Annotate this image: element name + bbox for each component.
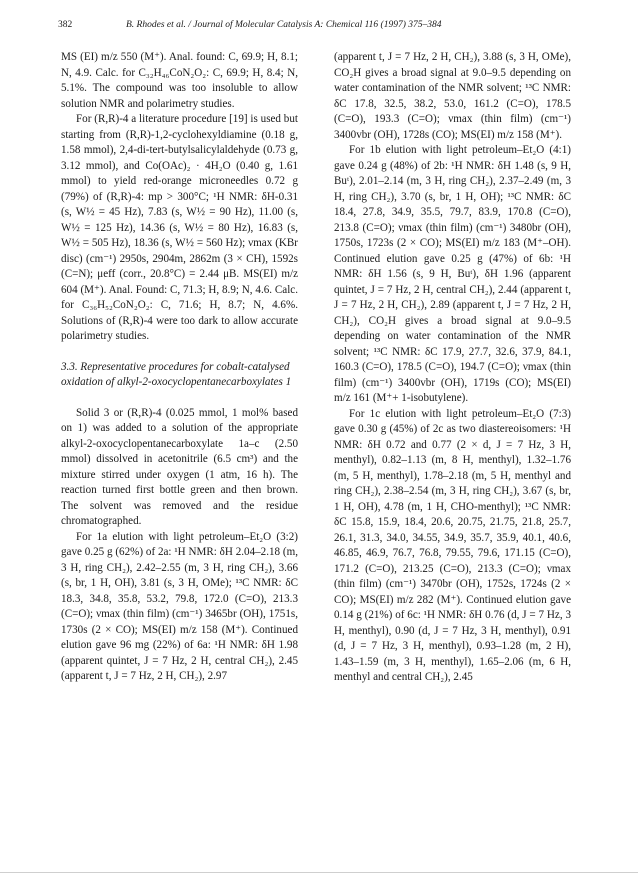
left-column <box>61 50 298 685</box>
paragraph-1c-elution: For 1c elution with light petroleum–Et₂O (7:3) gave 0.30 g (45%) of 2c as two diastereoisomers: ¹H NMR: δH 0.72 and 0.77 (2 × d, J = 7 Hz, 3 H, menthyl), 0.82–1.13 (m, 8 H, menthyl), 1.32–1.76 (m, 5 H, menthyl), 1.78–2.18 (m, 5 H, menthyl and ring CH₂), 2.38–2.54 (m, 3 H, ring CH₂), 3.67 (s, br, 1 H, OH), 4.78 (m, 1 H, CHO-menthyl); ¹³C NMR: δC 15.8, 15.9, 18.4, 20.6, 20.75, 21.75, 21.8, 25.7, 26.1, 31.3, 34.0, 34.55, 34.9, 35.7, 35.9, 40.1, 40.6, 46.85, 46.9, 76.7, 76.8, 79.55, 79.6, 171.15 (C=O), 171.2 (C=O), 213.25 (C=O), 213.3 (C=O); νmax (thin film) (cm⁻¹) 3470br (OH), 1752s, 1724s (2 × CO); MS(EI) m/z 282 (M⁺). Continued elution gave 0.14 g (21%) of 6c: ¹H NMR: δH 0.76 (d, J = 7 Hz, 3 H, menthyl), 0.90 (d, J = 7 Hz, 3 H, menthyl), 0.91 (d, J = 7 Hz, 3 H, menthyl), 0.93–1.28 (m, 2 H), 1.43–1.59 (m, 3 H, menthyl), 1.65–2.06 (m, 6 H, menthyl and central CH₂), 2.45 <box>334 407 571 683</box>
section-heading: 3.3. Representative procedures for cobalt-catalysed oxidation of alkyl-2-oxocyclopentanecarboxylates 1 <box>61 360 292 388</box>
scan-edge-divider <box>0 872 638 873</box>
right-column <box>334 50 571 686</box>
journal-reference: B. Rhodes et al. / Journal of Molecular Catalysis A: Chemical 116 (1997) 375–384 <box>126 20 442 30</box>
paragraph-general-procedure: Solid 3 or (R,R)-4 (0.025 mmol, 1 mol% based on 1) was added to a solution of the appropriate alkyl-2-oxocyclopentanecarboxylate 1a–c (2.50 mmol) dissolved in acetonitrile (6.5 cm³) and the mixture stirred under oxygen (1 atm, 16 h). The reaction turned first bottle green and then brown. The solvent was removed and the residue chromatographed. <box>61 406 298 527</box>
paragraph-1a-elution: For 1a elution with light petroleum–Et₂O (3:2) gave 0.25 g (62%) of 2a: ¹H NMR: δH 2.04–2.18 (m, 3 H, ring CH₂), 2.42–2.55 (m, 3 H, ring CH₂), 3.66 (s, br, 1 H, OH), 3.81 (s, 3 H, OMe); ¹³C NMR: δC 18.3, 34.8, 35.8, 53.2, 79.8, 172.0 (C=O), 213.3 (C=O); νmax (thin film) (cm⁻¹) 3465br (OH), 1751s, 1730s (2 × CO); MS(EI) m/z 158 (M⁺). Continued elution gave 96 mg (22%) of 6a: ¹H NMR: δH 1.98 (apparent quintet, J = 7 Hz, 2 H, central CH₂), 2.45 (apparent t, J = 7 Hz, 2 H, CH₂), 2.97 <box>61 530 298 682</box>
paragraph-1b-elution: For 1b elution with light petroleum–Et₂O (4:1) gave 0.24 g (48%) of 2b: ¹H NMR: δH 1.48 (s, 9 H, Buᵗ), 2.01–2.14 (m, 3 H, ring CH₂), 2.37–2.49 (m, 3 H, ring CH₂), 3.70 (s, br, 1 H, OH); ¹³C NMR: δC 18.4, 27.8, 34.9, 35.5, 79.7, 83.9, 170.8 (C=O), 213.8 (C=O); νmax (thin film) (cm⁻¹) 3480br (OH), 1750s, 1723s (2 × CO); MS(EI) m/z 183 (M⁺–OH). Continued elution gave 0.25 g (47%) of 6b: ¹H NMR: δH 1.56 (s, 9 H, Buᵗ), δH 1.96 (apparent quintet, J = 7 Hz, 2 H, central CH₂), 2.44 (apparent t, J = 7 Hz, 2 H, CH₂), 2.89 (apparent t, J = 7 Hz, 2 H, CH₂), CO₂H gives a broad signal at 9.0–9.5 depending on water contamination of the NMR solvent; ¹³C NMR: δC 17.9, 27.7, 32.6, 37.9, 84.1, 160.3 (C=O), 178.5 (C=O), 194.7 (C=O); νmax (thin film) (cm⁻¹) 3400vbr (OH), 1719s (CO); MS(EI) m/z 161 (M⁺+ 1-isobutylene). <box>334 144 571 404</box>
paragraph-rr4-preparation: For (R,R)-4 a literature procedure [19] is used but starting from (R,R)-1,2-cyclohexyldiamine (0.18 g, 1.58 mmol), 2,4-di-tert-butylsalicylaldehyde (0.73 g, 3.12 mmol), and Co(OAc)₂ · 4H₂O (0.40 g, 1.61 mmol) to yield red-orange microneedles 0.72 g (79%) of (R,R)-4: mp > 300°C; ¹H NMR: δH-0.31 (s, W½ = 45 Hz), 7.83 (s, W½ = 90 Hz), 11.00 (s, W½ = 125 Hz), 14.36 (s, W½ = 80 Hz), 16.83 (s, W½ = 505 Hz), 18.36 (s, W½ = 560 Hz); νmax (KBr disc) (cm⁻¹) 2950s, 2904m, 2862m (3 × CH), 1592s (C=N); μeff (corr., 20.8°C) = 2.44 μB. MS(EI) m/z 604 (M⁺). Anal. Found: C, 71.3; H, 8.9; N, 4.6. Calc. for C₃₆H₅₂CoN₂O₂: C, 71.6; H, 8.7; N, 4.6%. Solutions of (R,R)-4 were too dark to allow accurate polarimetry studies. <box>61 113 298 342</box>
paragraph-ms-anal: MS (EI) m/z 550 (M⁺). Anal. found: C, 69.9; H, 8.1; N, 4.9. Calc. for C₃₂H₄₆CoN₂O₂: C, 69.9; H, 8.4; N, 5.1%. The compound was too insoluble to allow solution NMR and polarimetry studies. <box>61 51 298 110</box>
page-number: 382 <box>58 20 73 30</box>
paragraph-6a-continued: (apparent t, J = 7 Hz, 2 H, CH₂), 3.88 (s, 3 H, OMe), CO₂H gives a broad signal at 9.0–9.5 depending on water contamination of the NMR solvent; ¹³C NMR: δC 17.8, 32.5, 38.2, 53.0, 161.2 (C=O), 178.5 (C=O), 193.3 (C=O); νmax (thin film) (cm⁻¹) 3400vbr (OH), 1728s (CO); MS(EI) m/z 158 (M⁺). <box>334 51 571 141</box>
